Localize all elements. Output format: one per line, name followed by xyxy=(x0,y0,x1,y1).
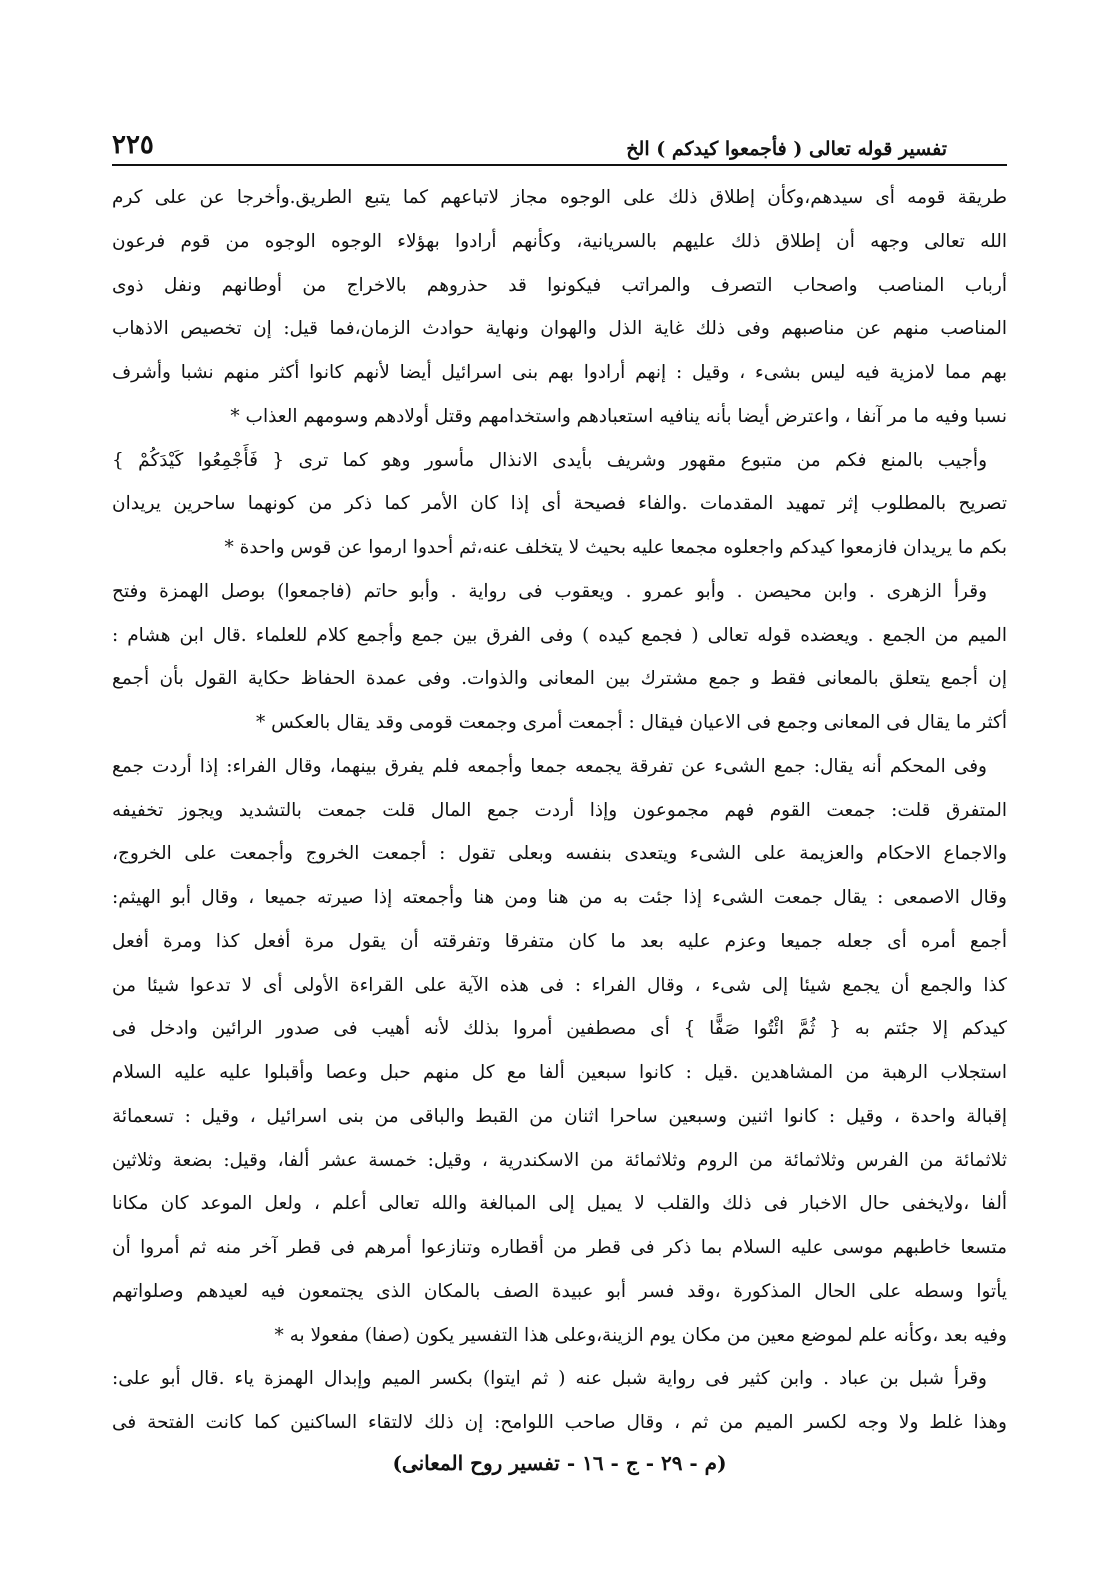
text-line: وفيه بعد ،وكأنه علم لموضع معين من مكان يوم الزينة،وعلى هذا التفسير يكون (صفا) مفعولا به * xyxy=(274,1324,1007,1346)
text-line: وقال الاصمعى : يقال جمعت الشىء إذا جئت به من هنا ومن هنا وأجمعته إذا صيرته جميعا ، وقال أبو الهيثم: xyxy=(112,887,1007,908)
text-line: يأتوا وسطه على الحال المذكورة ،وقد فسر أبو عبيدة الصف بالمكان الذى يجتمعون فيه لعيدهم وصلواتهم xyxy=(112,1280,1007,1302)
text-line: الميم من الجمع . ويعضده قوله تعالى ( فجمع كيده ) وفى الفرق بين جمع وأجمع كلام للعلماء .قال ابن هشام : xyxy=(112,624,1007,646)
running-title: تفسير قوله تعالى ( فأجمعوا كيدكم ) الخ xyxy=(626,138,947,160)
text-line: استجلاب الرهبة من المشاهدين .قيل : كانوا سبعين ألفا مع كل منهم حبل وعصا وأقبلوا عليه عليه السلام xyxy=(112,1062,1007,1083)
text-line: وقرأ شبل بن عباد . وابن كثير فى رواية شبل عنه ( ثم ايتوا) بكسر الميم وإبدال الهمزة ياء .قال أبو على: xyxy=(112,1368,987,1390)
text-line: المتفرق قلت: جمعت القوم فهم مجموعون وإذا أردت جمع المال قلت جمعت بالتشديد ويجوز تخفيفه xyxy=(112,799,1007,821)
text-line: إقبالة واحدة ، وقيل : كانوا اثنين وسبعين ساحرا اثنان من القبط والباقى من بنى اسرائيل ، وقيل : تسعمائة xyxy=(112,1105,1007,1127)
text-line: وفى المحكم أنه يقال: جمع الشىء عن تفرقة يجمعه جمعا وأجمعه فلم يفرق بينهما، وقال الفراء: إذا أردت جمع xyxy=(112,755,987,777)
text-line: تصريح بالمطلوب إثر تمهيد المقدمات .والفاء فصيحة أى إذا كان الأمر كما ذكر من كونهما ساحرين يريدان xyxy=(112,493,1007,515)
text-body xyxy=(112,176,1007,1445)
text-line: نسبا وفيه ما مر آنفا ، واعترض أيضا بأنه ينافيه استعبادهم واستخدامهم وقتل أولادهم وسومهم العذاب * xyxy=(230,405,1007,427)
text-line: بهم مما لامزية فيه ليس بشىء ، وقيل : إنهم أرادوا بهم بنى اسرائيل أيضا لأنهم كانوا أكثر منهم نشبا وأشرف xyxy=(112,362,1007,383)
text-line: كيدكم إلا جئتم به { ثُمَّ ائْتُوا صَفًّا } أى مصطفين أمروا بذلك لأنه أهيب فى صدور الرائين وادخل فى xyxy=(112,1018,1007,1040)
text-line: وأجيب بالمنع فكم من متبوع مقهور وشريف بأيدى الانذال مأسور وهو كما ترى { فَأَجْمِعُوا كَيْدَكُمْ } xyxy=(112,449,987,471)
text-line: وقرأ الزهرى . وابن محيصن . وأبو عمرو . ويعقوب فى رواية . وأبو حاتم (فاجمعوا) بوصل الهمزة وفتح xyxy=(112,580,987,602)
page-header xyxy=(112,120,1007,166)
text-line: بكم ما يريدان فازمعوا كيدكم واجعلوه مجمعا عليه بحيث لا يتخلف عنه،ثم أحدوا ارموا عن قوس واحدة * xyxy=(224,537,1007,558)
text-line: الله تعالى وجهه أن إطلاق ذلك عليهم بالسريانية، وكأنهم أرادوا بهؤلاء الوجوه الوجوه من قوم فرعون xyxy=(112,230,1007,252)
text-line: والاجماع الاحكام والعزيمة على الشىء ويتعدى بنفسه وبعلى تقول : أجمعت الخروج وأجمعت على الخروج، xyxy=(112,843,1007,865)
page-footer: (م - ٢٩ - ج - ١٦ - تفسير روح المعانى) xyxy=(392,1450,727,1475)
page-number: ٢٢٥ xyxy=(112,130,154,160)
text-line: أرباب المناصب واصحاب التصرف والمراتب فيكونوا قد حذروهم بالاخراج من أوطانهم ونفل ذوى xyxy=(112,274,1007,296)
text-line: طريقة قومه أى سيدهم،وكأن إطلاق ذلك على الوجوه مجاز لاتباعهم كما يتبع الطريق.وأخرجا عن على كرم xyxy=(112,187,1007,208)
text-line: متسعا خاطبهم موسى عليه السلام بما ذكر فى قطر من أقطاره وتنازعوا أمرهم فى قطر آخر منه ثم أمروا أن xyxy=(112,1237,1007,1258)
text-line: ثلاثمائة من الفرس وثلاثمائة من الروم وثلاثمائة من الاسكندرية ، وقيل: خمسة عشر ألفا، وقيل: بضعة وثلاثين xyxy=(112,1149,1007,1171)
text-line: أجمع أمره أى جعله جميعا وعزم عليه بعد ما كان متفرقا وتفرقته أن يقول مرة أفعل كذا ومرة أفعل xyxy=(112,930,1007,952)
text-line: وهذا غلط ولا وجه لكسر الميم من ثم ، وقال صاحب اللوامح: إن ذلك لالتقاء الساكنين كما كانت الفتحة فى xyxy=(112,1412,1007,1433)
text-line: المناصب منهم عن مناصبهم وفى ذلك غاية الذل والهوان ونهاية حوادث الزمان،فما قيل: إن تخصيص الاذهاب xyxy=(112,318,1007,340)
text-line: أكثر ما يقال فى المعانى وجمع فى الاعيان فيقال : أجمعت أمرى وجمعت قومى وقد يقال بالعكس * xyxy=(256,712,1007,733)
text-line: ألفا ،ولايخفى حال الاخبار فى ذلك والقلب لا يميل إلى المبالغة والله تعالى أعلم ، ولعل الموعد كان مكانا xyxy=(112,1193,1007,1215)
text-line: كذا والجمع أن يجمع شيئا إلى شىء ، وقال الفراء : فى هذه الآية على القراءة الأولى أى لا تدعوا شيئا من xyxy=(112,974,1007,996)
text-line: إن أجمع يتعلق بالمعانى فقط و جمع مشترك بين المعانى والذوات. وفى عمدة الحفاظ حكاية القول بأن أجمع xyxy=(112,668,1007,690)
